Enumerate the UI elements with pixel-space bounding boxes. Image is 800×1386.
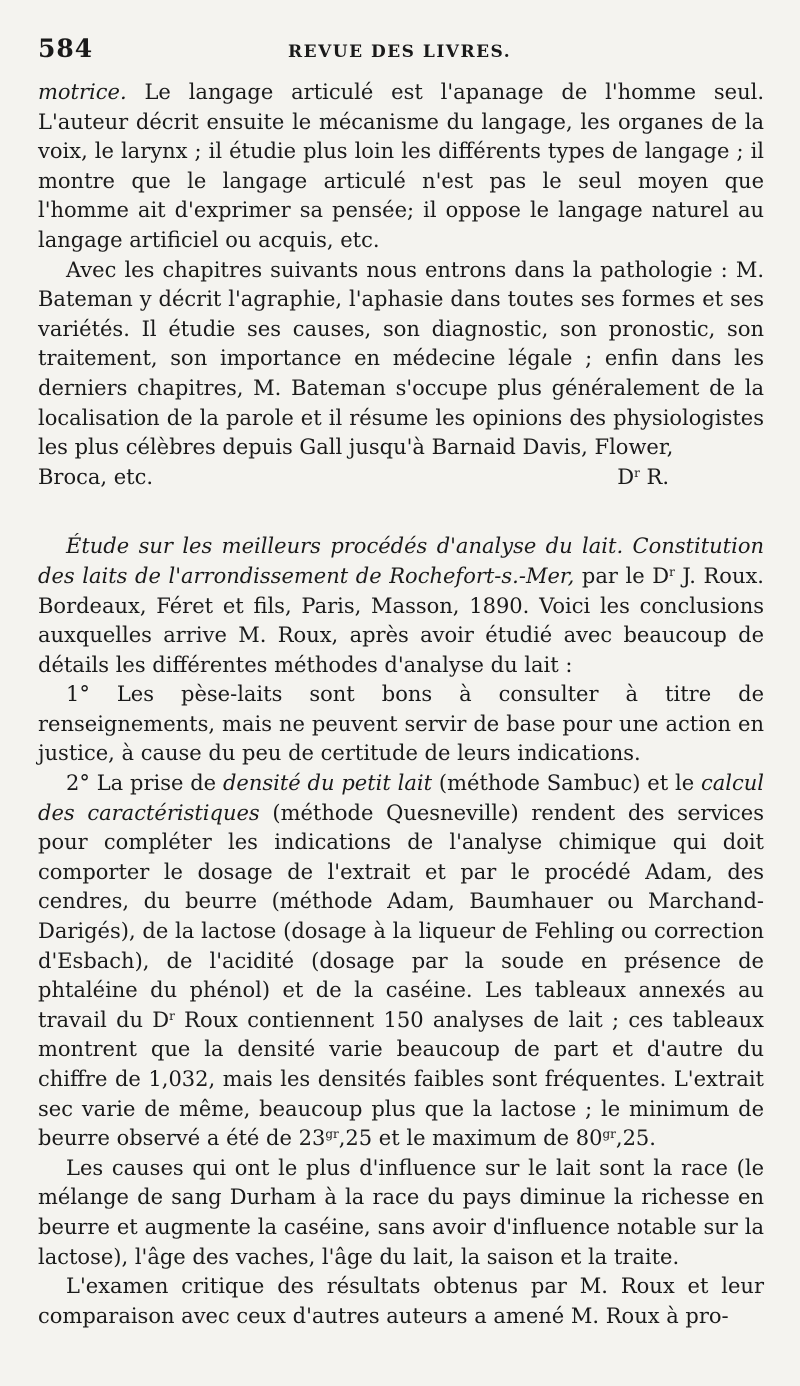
review2-c2-part-e: ,25 et le maximum de 80 bbox=[338, 1126, 603, 1151]
review2-c2-part-f: ,25. bbox=[615, 1126, 656, 1151]
page-body bbox=[38, 78, 764, 1331]
review2-paragraph-causes: Les causes qui ont le plus d'influence sur le lait sont la race (le mélange de sang Durham à la race du pays diminue la richesse en beurre et augmente la caséine, sans avoir d'influence notable sur la lactose), l'âge des vaches, l'âge du lait, la saison et la traite. bbox=[38, 1155, 764, 1269]
page-number: 584 bbox=[38, 34, 94, 63]
review2-paragraph-examen: L'examen critique des résultats obtenus par M. Roux et leur comparaison avec ceux d'autres auteurs a amené M. Roux à pro- bbox=[38, 1274, 764, 1328]
review2-c2-part-d: Roux contiennent 150 analyses de lait ; ces tableaux montrent que la densité varie beaucoup de part et d'autre du chiffre de 1,032, mais les densités faibles sont fréquentes. L'extrait sec varie de même, beaucoup plus que la lactose ; le minimum de beurre observé a été de 23 bbox=[38, 1007, 764, 1151]
page-header bbox=[38, 34, 764, 78]
running-title: REVUE DES LIVRES. bbox=[288, 42, 512, 62]
review2-title: Étude sur les meilleurs procédés d'analyse du lait. Constitution des laits de l'arrondissement de Rochefort-s.-Mer, bbox=[38, 534, 764, 588]
section-gap bbox=[38, 492, 764, 532]
review2-author-prefix: par le D bbox=[574, 563, 670, 588]
review2-c2-part-b: (méthode Sambuc) et le bbox=[432, 771, 701, 796]
review1-paragraph-1-text: Le langage articulé est l'apanage de l'homme seul. L'auteur décrit ensuite le mécanisme du langage, les organes de la voix, le larynx ; il étudie plus loin les différents types de langage ; il montre que le langage articulé n'est pas le seul moyen que l'homme ait d'exprimer sa pensée; il oppose le langage naturel au langage artificiel ou acquis, etc. bbox=[38, 80, 764, 252]
review2-author-sup: r bbox=[669, 564, 675, 579]
review2-c2-unit-2: gr bbox=[602, 1127, 616, 1142]
review2-conclusion-1: 1° Les pèse-laits sont bons à consulter à titre de renseignements, mais ne peuvent servir de base pour une action en justice, à cause du peu de certitude de leurs indications. bbox=[38, 682, 764, 766]
review2-title-paragraph bbox=[38, 532, 764, 680]
review2-intro-text: J. Roux. Bordeaux, Féret et fils, Paris, Masson, 1890. Voici les conclusions auxquelles arrive M. Roux, après avoir étudié avec beaucoup de détails les différentes méthodes d'analyse du lait : bbox=[38, 563, 764, 677]
review2-c2-part-c: (méthode Quesneville) rendent des services pour compléter les indications de l'analyse chimique qui doit comporter le dosage de l'extrait et par le procédé Adam, des cendres, du beurre (méthode Adam, Baumhauer ou Marchand-Darigés), de la lactose (dosage à la liqueur de Fehling ou correction d'Esbach), de l'acidité (dosage par la soude en présence de phtaléine du phénol) et de la caséine. Les tableaux annexés au travail du D bbox=[38, 800, 764, 1032]
review1-closing-text: Broca, etc. bbox=[38, 464, 154, 489]
review2-c2-unit-1: gr bbox=[325, 1127, 339, 1142]
review2-c2-sup: r bbox=[169, 1008, 175, 1023]
signature-sup: r bbox=[634, 465, 640, 480]
review2-c2-italic-2: calcul des caractéristiques bbox=[38, 771, 764, 825]
review2-c2-italic-1: densité du petit lait bbox=[222, 771, 433, 796]
review1-closing-line bbox=[38, 463, 764, 493]
review1-signature bbox=[617, 463, 764, 493]
review1-paragraph-1 bbox=[38, 78, 764, 256]
review2-conclusion-2 bbox=[38, 769, 764, 1154]
review1-paragraph-2: Avec les chapitres suivants nous entrons dans la pathologie : M. Bateman y décrit l'agraphie, l'aphasie dans toutes ses formes et ses variétés. Il étudie ses causes, son diagnostic, son pronostic, son traitement, son importance en médecine légale ; enfin dans les derniers chapitres, M. Bateman s'occupe plus généralement de la localisation de la parole et il résume les opinions des physiologistes les plus célèbres depuis Gall jusqu'à Barnaid Davis, Flower, bbox=[38, 257, 764, 460]
review2-c2-part-a: 2° La prise de bbox=[66, 771, 223, 796]
review1-italic-word: motrice. bbox=[38, 80, 127, 104]
signature-initial: R. bbox=[639, 464, 669, 489]
signature-prefix: D bbox=[617, 464, 635, 489]
